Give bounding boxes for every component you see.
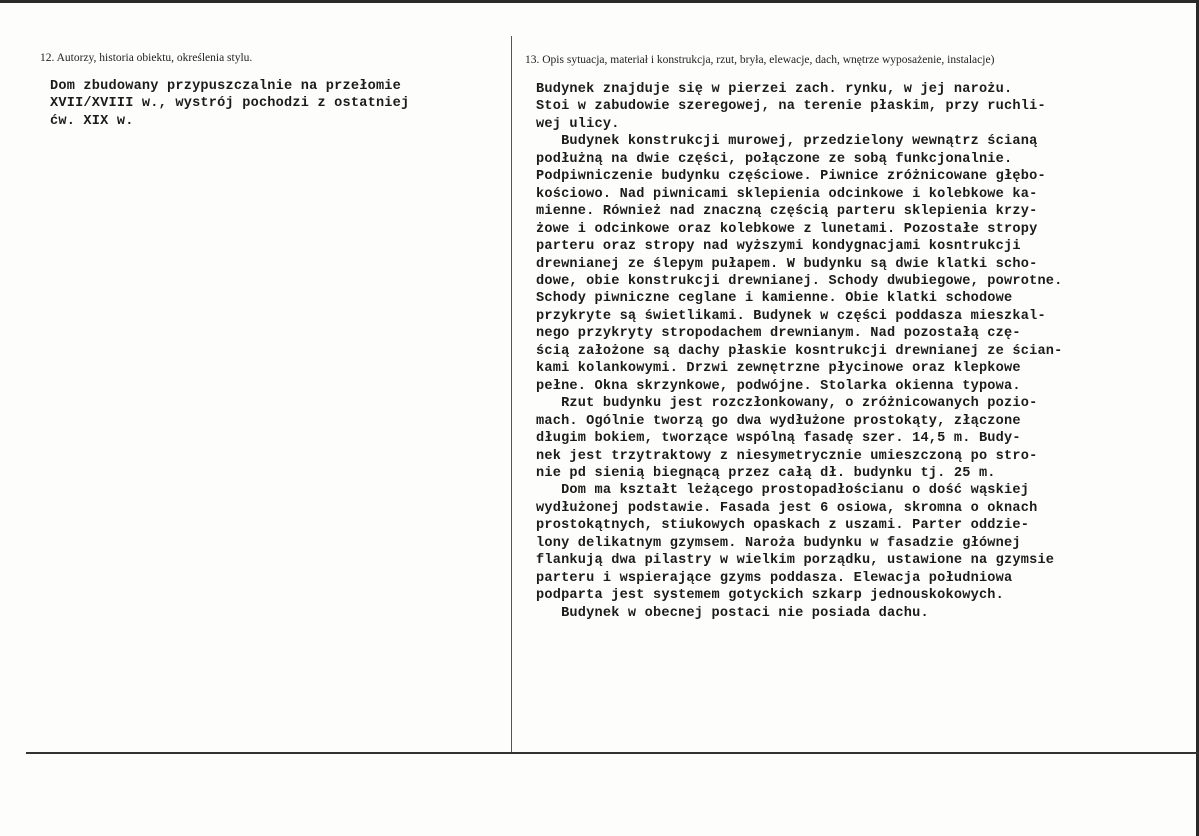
section-13-heading: 13. Opis sytuacja, materiał i konstrukcja, rzut, bryła, elewacje, dach, wnętrze wyposażenie, instalacje)	[525, 54, 995, 66]
section-13-text: Budynek znajduje się w pierzei zach. rynku, w jej narożu. Stoi w zabudowie szeregowej, na terenie płaskim, przy ruchli- wej ulicy. Budynek konstrukcji murowej, przedzielony wewnątrz ścianą podłużną na dwie części, połączone ze sobą funkcjonalnie. Podpiwniczenie budynku częściowe. Piwnice zróżnicowane głębo- kościowo. Nad piwnicami sklepienia odcinkowe i kolebkowe ka- mienne. Również nad znaczną częścią parteru sklepienia krzy- żowe i odcinkowe oraz kolebkowe z lunetami. Pozostałe stropy parteru oraz stropy nad wyższymi kondygnacjami kosntrukcji drewnianej ze ślepym pułapem. W budynku są dwie klatki scho- dowe, obie konstrukcji drewnianej. Schody dwubiegowe, powrotne. Schody piwniczne ceglane i kamienne. Obie klatki schodowe przykryte są świetlikami. Budynek w części poddasza mieszkal- nego przykryty stropodachem drewnianym. Nad pozostałą czę- ścią założone są dachy płaskie kosntrukcji drewnianej ze ścian- kami kolankowymi. Drzwi zewnętrzne płycinowe oraz klepkowe pełne. Okna skrzynkowe, podwójne. Stolarka okienna typowa. Rzut budynku jest rozczłonkowany, o zróżnicowanych pozio- mach. Ogólnie tworzą go dwa wydłużone prostokąty, złączone długim bokiem, tworzące wspólną fasadę szer. 14,5 m. Budy- nek jest trzytraktowy z niesymetrycznie umieszczoną po stro- nie pd sienią biegnącą przez całą dł. budynku tj. 25 m. Dom ma kształt leżącego prostopadłościanu o dość wąskiej wydłużonej podstawie. Fasada jest 6 osiowa, skromna o oknach prostokątnych, stiukowych opaskach z uszami. Parter oddzie- lony delikatnym gzymsem. Naroża budynku w fasadzie głównej flankują dwa pilastry w wielkim porządku, ustawione na gzymsie parteru i wspierające gzyms poddasza. Elewacja południowa podparta jest systemem gotyckich szkarp jednouskokowych. Budynek w obecnej postaci nie posiada dachu.	[536, 82, 1063, 621]
section-12-heading: 12. Autorzy, historia obiektu, określenia stylu.	[40, 52, 253, 64]
bottom-rule	[26, 752, 1199, 754]
column-divider	[511, 36, 512, 754]
card-top-edge	[0, 0, 1199, 3]
section-12-text: Dom zbudowany przypuszczalnie na przełomie XVII/XVIII w., wystrój pochodzi z ostatniej ćw. XIX w.	[50, 79, 410, 129]
